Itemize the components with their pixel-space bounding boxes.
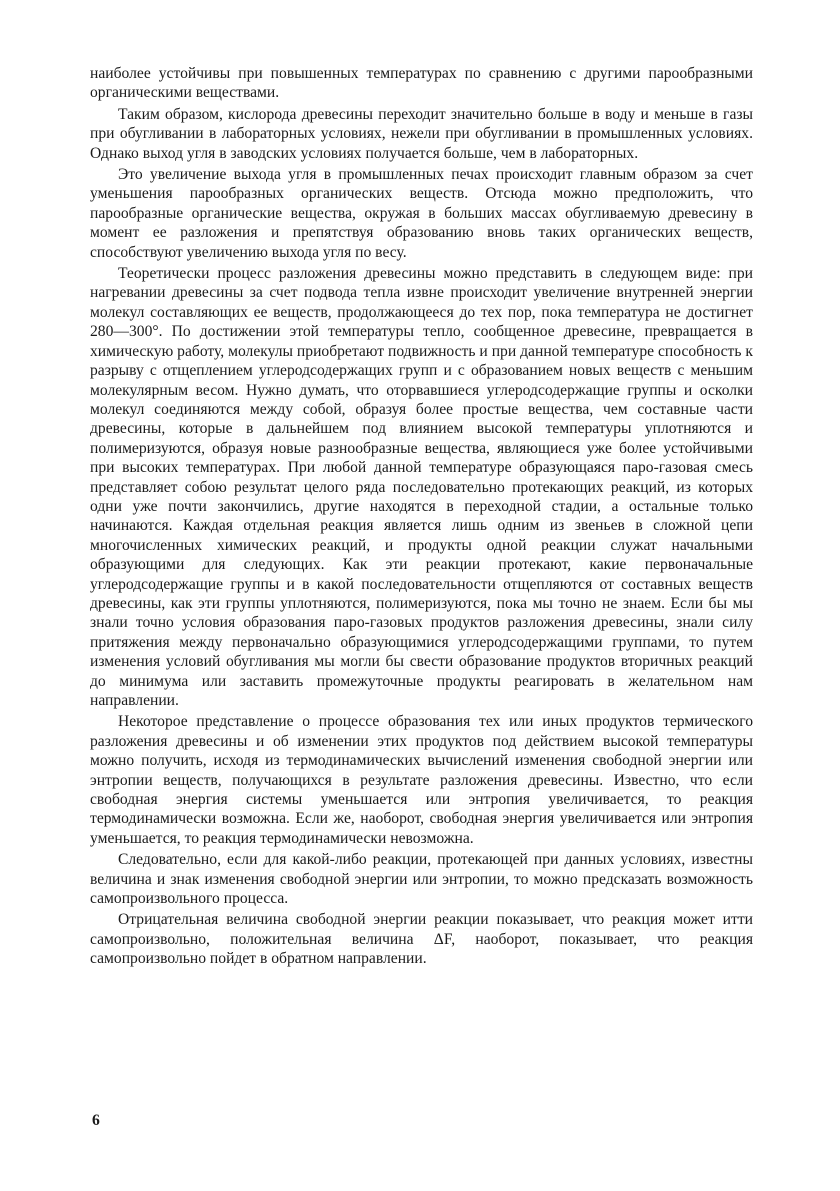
paragraph-continuation: наиболее устойчивы при повышенных температурах по сравнению с другими парообразными органическими веществами. — [90, 65, 753, 102]
paragraph-consequence: Следовательно, если для какой-либо реакции, протекающей при данных условиях, известны величина и знак изменения свободной энергии или энтропии, то можно предсказать возможность самопроизвольного процесса. — [90, 851, 753, 908]
paragraph-free-energy: Отрицательная величина свободной энергии реакции показывает, что реакция может итти самопроизвольно, положительная величина ΔF, наоборот, показывает, что реакция самопроизвольно пойдет в обратном направлении. — [90, 911, 753, 968]
paragraph-oxygen-yield: Таким образом, кислорода древесины переходит значительно больше в воду и меньше в газы при обугливании в лабораторных условиях, нежели при обугливании в промышленных условиях. Однако выход угля в заводских условиях получается больше, чем в лабораторных. — [90, 105, 753, 162]
paragraph-thermodynamics: Некоторое представление о процессе образования тех или иных продуктов термического разложения древесины и об изменении этих продуктов под действием высокой температуры можно получить, исходя из термодинамических вычислений изменения свободной энергии или энтропии веществ, получающихся в результате разложения древесины. Известно, что если свободная энергия системы уменьшается или энтропия увеличивается, то реакция термодинамически возможна. Если же, наоборот, свободная энергия увеличивается или энтропия уменьшается, то реакция термодинамически невозможна. — [90, 713, 753, 847]
paragraph-theory: Теоретически процесс разложения древесины можно представить в следующем виде: при нагревании древесины за счет подвода тепла извне происходит увеличение внутренней энергии молекул составляющих ее веществ, продолжающееся до тех пор, пока температура не достигнет 280—300°. По достижении этой температуры тепло, сообщенное древесине, превращается в химическую работу, молекулы приобретают подвижность и при данной температуре способность к разрыву с отщеплением углеродсодержащих групп и с образованием новых веществ с меньшим молекулярным весом. Нужно думать, что оторвавшиеся углеродсодержащие группы и осколки молекул соединяются между собой, образуя более простые вещества, чем составные части древесины, которые в дальнейшем под влиянием высокой температуры уплотняются и полимеризуются, образуя новые разнообразные вещества, являющиеся уже более устойчивыми при высоких температурах. При любой данной температуре образующаяся паро-газовая смесь представляет собою результат целого ряда последовательно протекающих реакций, из которых одни уже почти закончились, другие находятся в переходной стадии, а остальные только начинаются. Каждая отдельная реакция является лишь одним из звеньев в сложной цепи многочисленных химических реакций, и продукты одной реакции служат начальными образующими для следующих. Как эти реакции протекают, какие первоначальные углеродсодержащие группы и в какой последовательности отщепляются от составных веществ древесины, как эти группы уплотняются, полимеризуются, пока мы точно не знаем. Если бы мы знали точно условия образования паро-газовых продуктов разложения древесины, знали силу притяжения между первоначально образующимися углеродсодержащими группами, то путем изменения условий обугливания мы могли бы свести образование продуктов вторичных реакций до минимума или заставить промежуточные продукты реагировать в желательном нам направлении. — [90, 265, 753, 709]
page-number: 6 — [92, 1112, 100, 1129]
paragraph-coal-yield: Это увеличение выхода угля в промышленных печах происходит главным образом за счет уменьшения парообразных органических веществ. Отсюда можно предположить, что парообразные органические вещества, окружая в больших массах обугливаемую древесину в момент ее разложения и препятствуя образованию вновь таких органических веществ, способствуют увеличению выхода угля по весу. — [90, 166, 753, 261]
page-body — [90, 64, 753, 971]
